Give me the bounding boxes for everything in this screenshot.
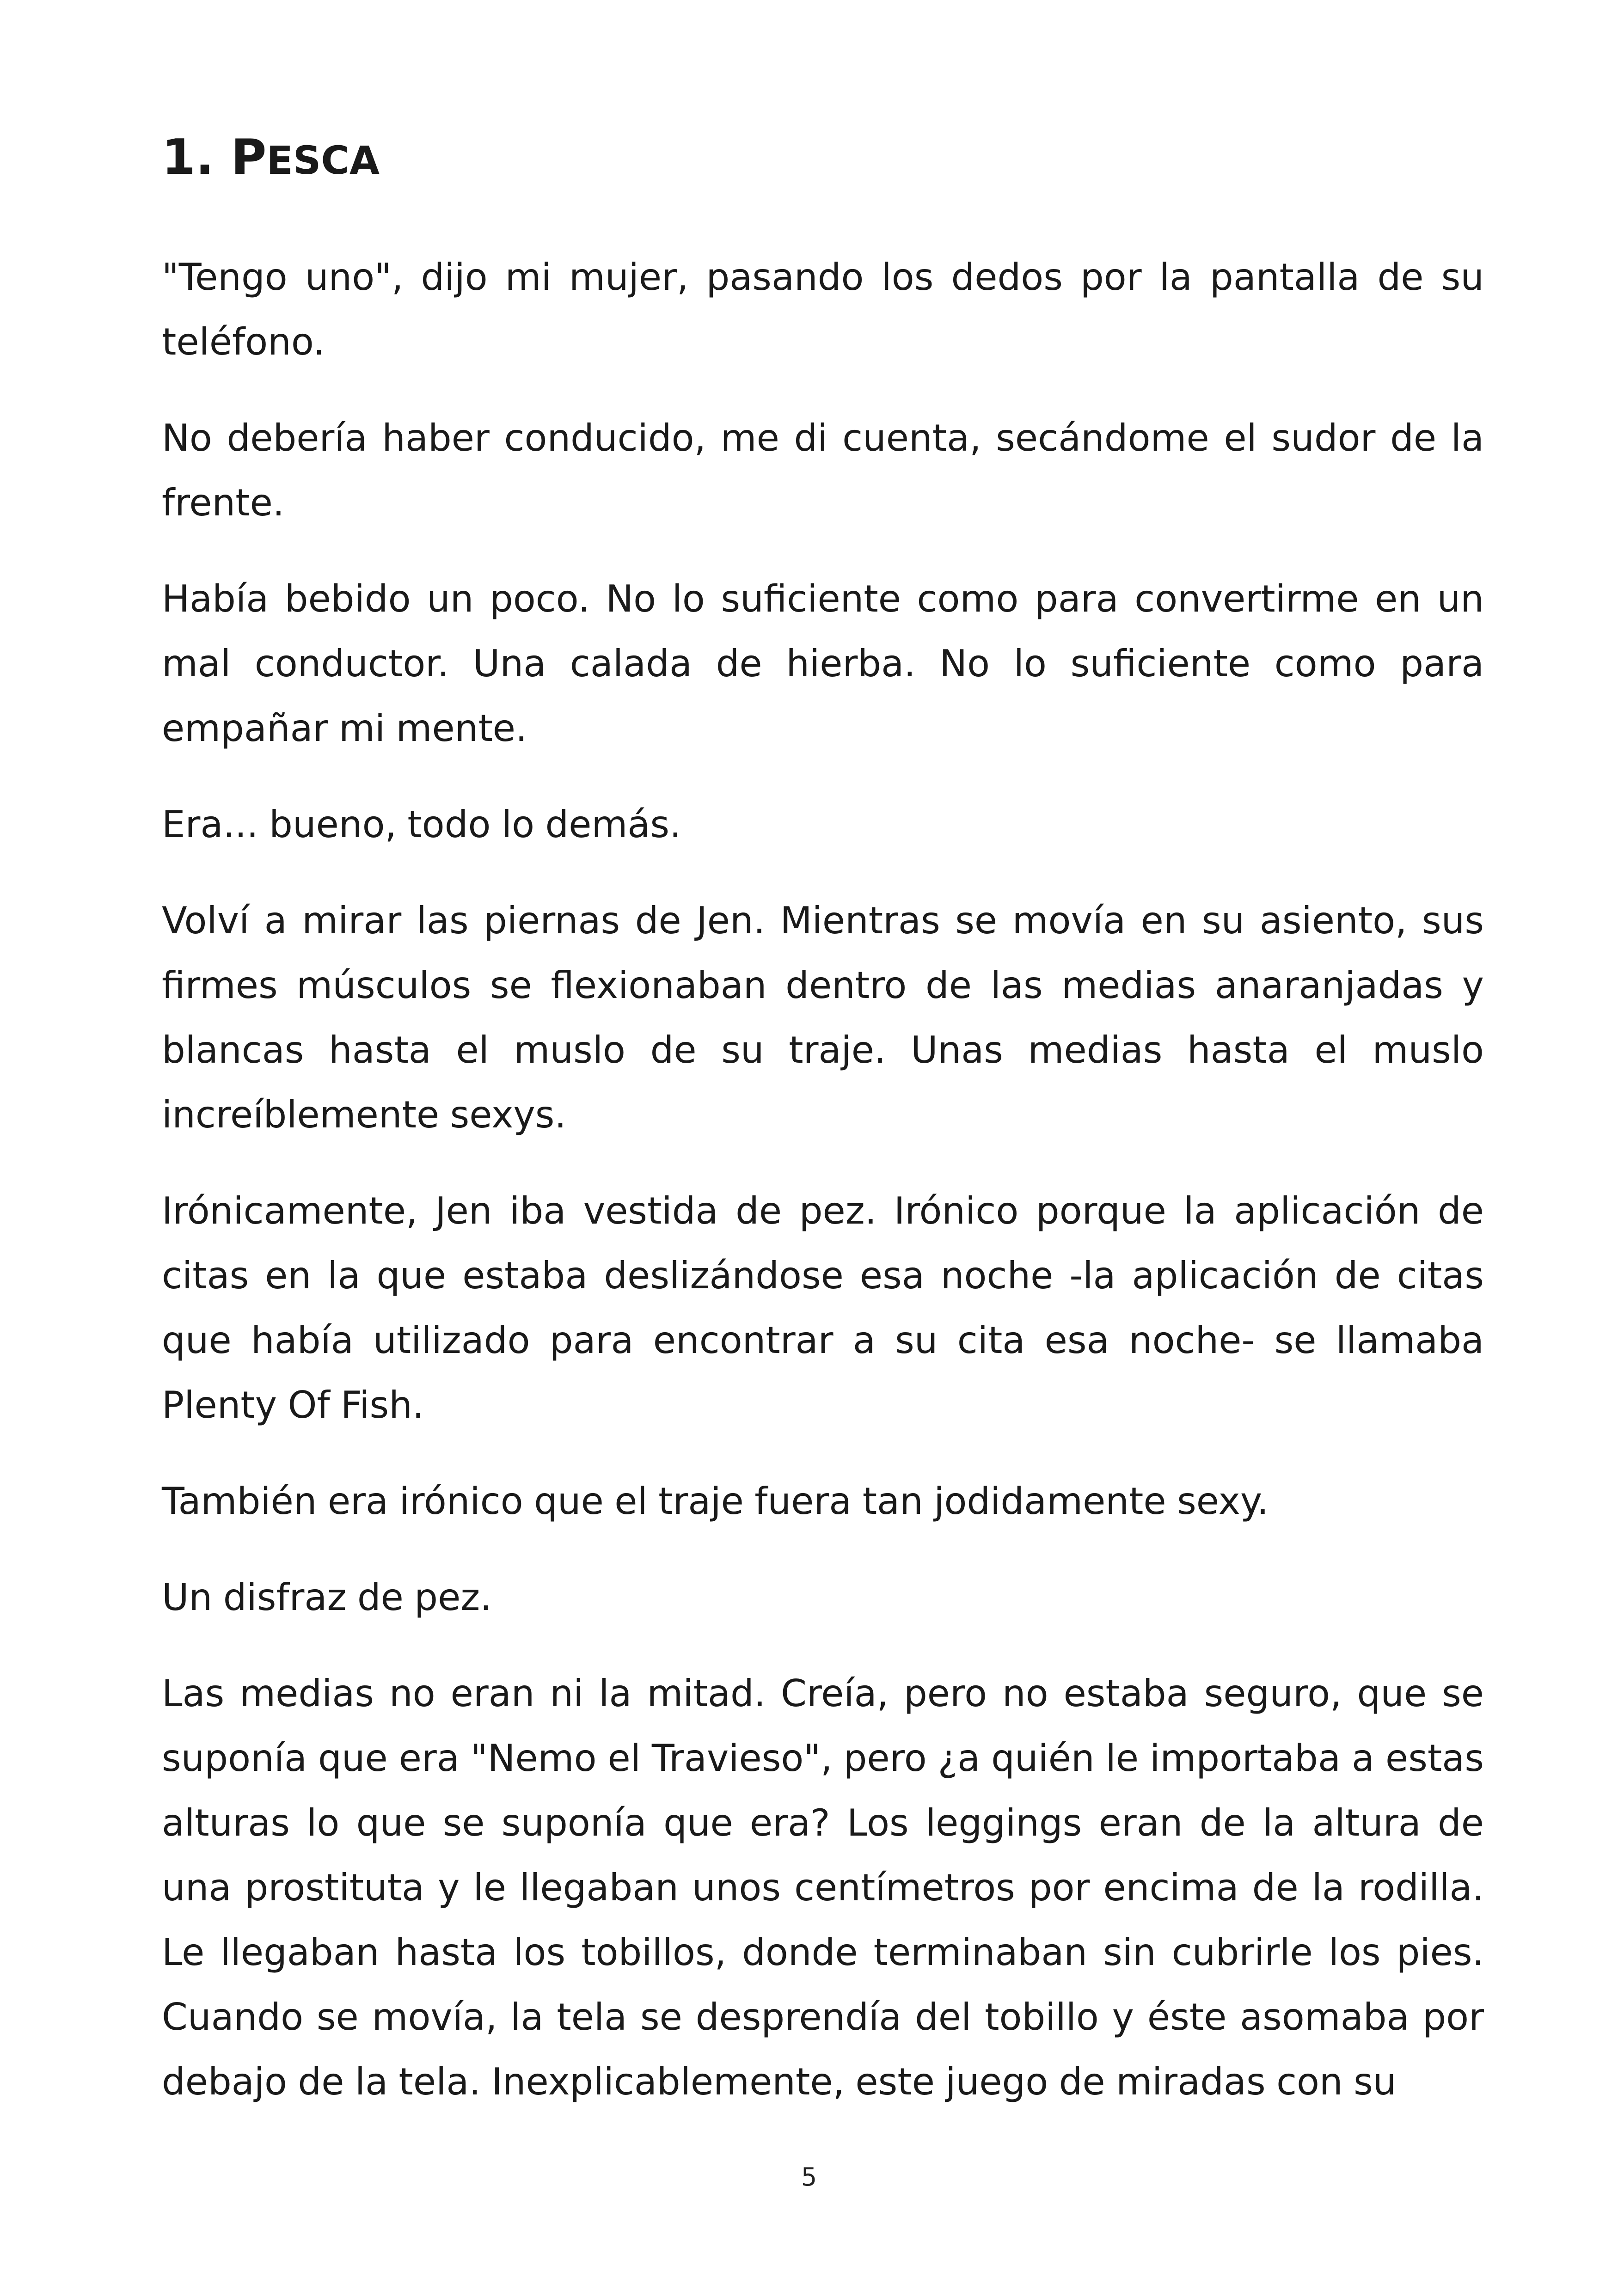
paragraph: Las medias no eran ni la mitad. Creía, pero no estaba seguro, que se suponía que era "Nemo el Travieso", pero ¿a quién le importaba a estas alturas lo que se suponía que era? Los leggings eran de la altura de una prostituta y le llegaban unos centímetros por encima de la rodilla. Le llegaban hasta los tobillos, donde terminaban sin cubrirle los pies. Cuando se movía, la tela se desprendía del tobillo y éste asomaba por debajo de la tela. Inexplicablemente, este juego de miradas con su	[162, 1672, 1484, 2103]
body-text	[162, 245, 1484, 2146]
paragraph: "Tengo uno", dijo mi mujer, pasando los dedos por la pantalla de su teléfono.	[162, 256, 1484, 363]
paragraph: No debería haber conducido, me di cuenta, secándome el sudor de la frente.	[162, 416, 1484, 524]
chapter-title-initial: P	[231, 129, 267, 185]
paragraph: Era... bueno, todo lo demás.	[162, 803, 681, 846]
paragraph: Un disfraz de pez.	[162, 1576, 492, 1619]
paragraph: Volví a mirar las piernas de Jen. Mientras se movía en su asiento, sus firmes músculos se flexionaban dentro de las medias anaranjadas y blancas hasta el muslo de su traje. Unas medias hasta el muslo increíblemente sexys.	[162, 899, 1484, 1136]
paragraph: Había bebido un poco. No lo suficiente como para convertirme en un mal conductor. Una calada de hierba. No lo suficiente como para empañar mi mente.	[162, 577, 1484, 750]
paragraph: Irónicamente, Jen iba vestida de pez. Irónico porque la aplicación de citas en la que estaba deslizándose esa noche -la aplicación de citas que había utilizado para encontrar a su cita esa noche- se llamaba Plenty Of Fish.	[162, 1189, 1484, 1427]
paragraph: También era irónico que el traje fuera tan jodidamente sexy.	[162, 1480, 1269, 1523]
chapter-number: 1.	[162, 129, 214, 185]
chapter-title	[162, 120, 380, 197]
chapter-title-rest: ESCA	[266, 138, 380, 183]
page-number: 5	[801, 2162, 817, 2192]
